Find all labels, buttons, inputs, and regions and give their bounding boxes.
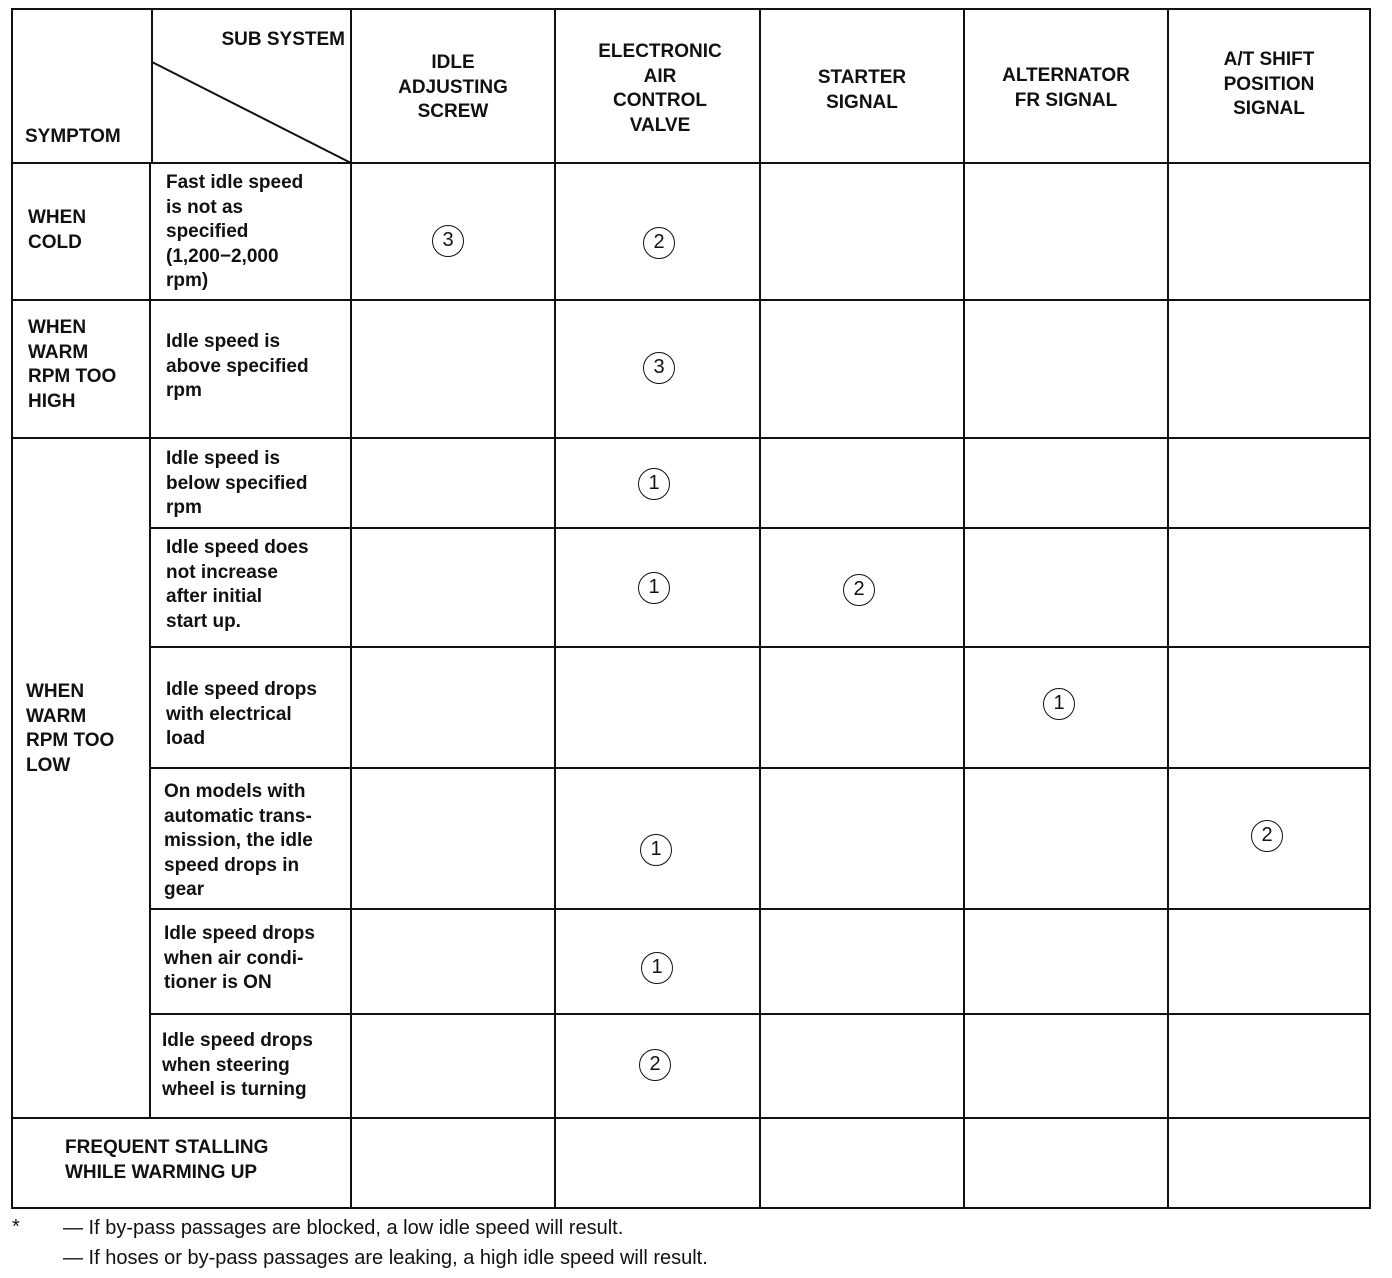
col-header-idle-adjusting-screw: IDLE ADJUSTING SCREW xyxy=(398,52,508,122)
symptom-label: SYMPTOM xyxy=(25,126,121,147)
mark-circle: 2 xyxy=(643,227,675,259)
symptom-idle-above: Idle speed is above specified rpm xyxy=(166,331,309,401)
mark-circle: 1 xyxy=(641,952,673,984)
subsystem-label: SUB SYSTEM xyxy=(221,29,345,50)
group-when-cold: WHEN COLD xyxy=(28,207,87,253)
footnote-line: — If hoses or by-pass passages are leaking, a high idle speed will result. xyxy=(63,1247,708,1269)
col-header-starter-signal: STARTER SIGNAL xyxy=(817,67,907,113)
symptom-idle-below: Idle speed is below specified rpm xyxy=(166,448,308,518)
footnote-marker: * xyxy=(12,1216,20,1238)
symptom-idle-no-increase: Idle speed does not increase after initial start up. xyxy=(166,537,309,632)
symptom-steering-wheel: Idle speed drops when steering wheel is turning xyxy=(162,1030,313,1100)
col-header-alternator-fr-signal: ALTERNATOR FR SIGNAL xyxy=(1002,65,1130,111)
mark-circle: 1 xyxy=(638,468,670,500)
mark-circle: 1 xyxy=(1043,688,1075,720)
symptom-automatic-transmission: On models with automatic trans- mission, the idle speed drops in gear xyxy=(164,781,313,900)
mark-circle: 1 xyxy=(640,834,672,866)
group-frequent-stalling: FREQUENT STALLING WHILE WARMING UP xyxy=(65,1137,269,1183)
footnote-line: — If by-pass passages are blocked, a low idle speed will result. xyxy=(63,1217,624,1239)
symptom-air-conditioner: Idle speed drops when air condi- tioner is ON xyxy=(164,923,315,993)
mark-circle: 3 xyxy=(432,225,464,257)
mark-circle: 2 xyxy=(639,1049,671,1081)
col-header-at-shift-position-signal: A/T SHIFT POSITION SIGNAL xyxy=(1223,49,1315,119)
mark-circle: 2 xyxy=(843,574,875,606)
group-when-warm-rpm-too-low: WHEN WARM RPM TOO LOW xyxy=(26,681,115,776)
symptom-electrical-load: Idle speed drops with electrical load xyxy=(166,679,317,749)
header-diagonal xyxy=(152,62,351,163)
col-header-electronic-air-control-valve: ELECTRONIC AIR CONTROL VALVE xyxy=(598,41,722,136)
group-when-warm-rpm-too-high: WHEN WARM RPM TOO HIGH xyxy=(28,317,117,412)
mark-circle: 3 xyxy=(643,352,675,384)
mark-circle: 1 xyxy=(638,572,670,604)
mark-circle: 2 xyxy=(1251,820,1283,852)
symptom-fast-idle: Fast idle speed is not as specified (1,200−2,000 rpm) xyxy=(166,172,304,291)
